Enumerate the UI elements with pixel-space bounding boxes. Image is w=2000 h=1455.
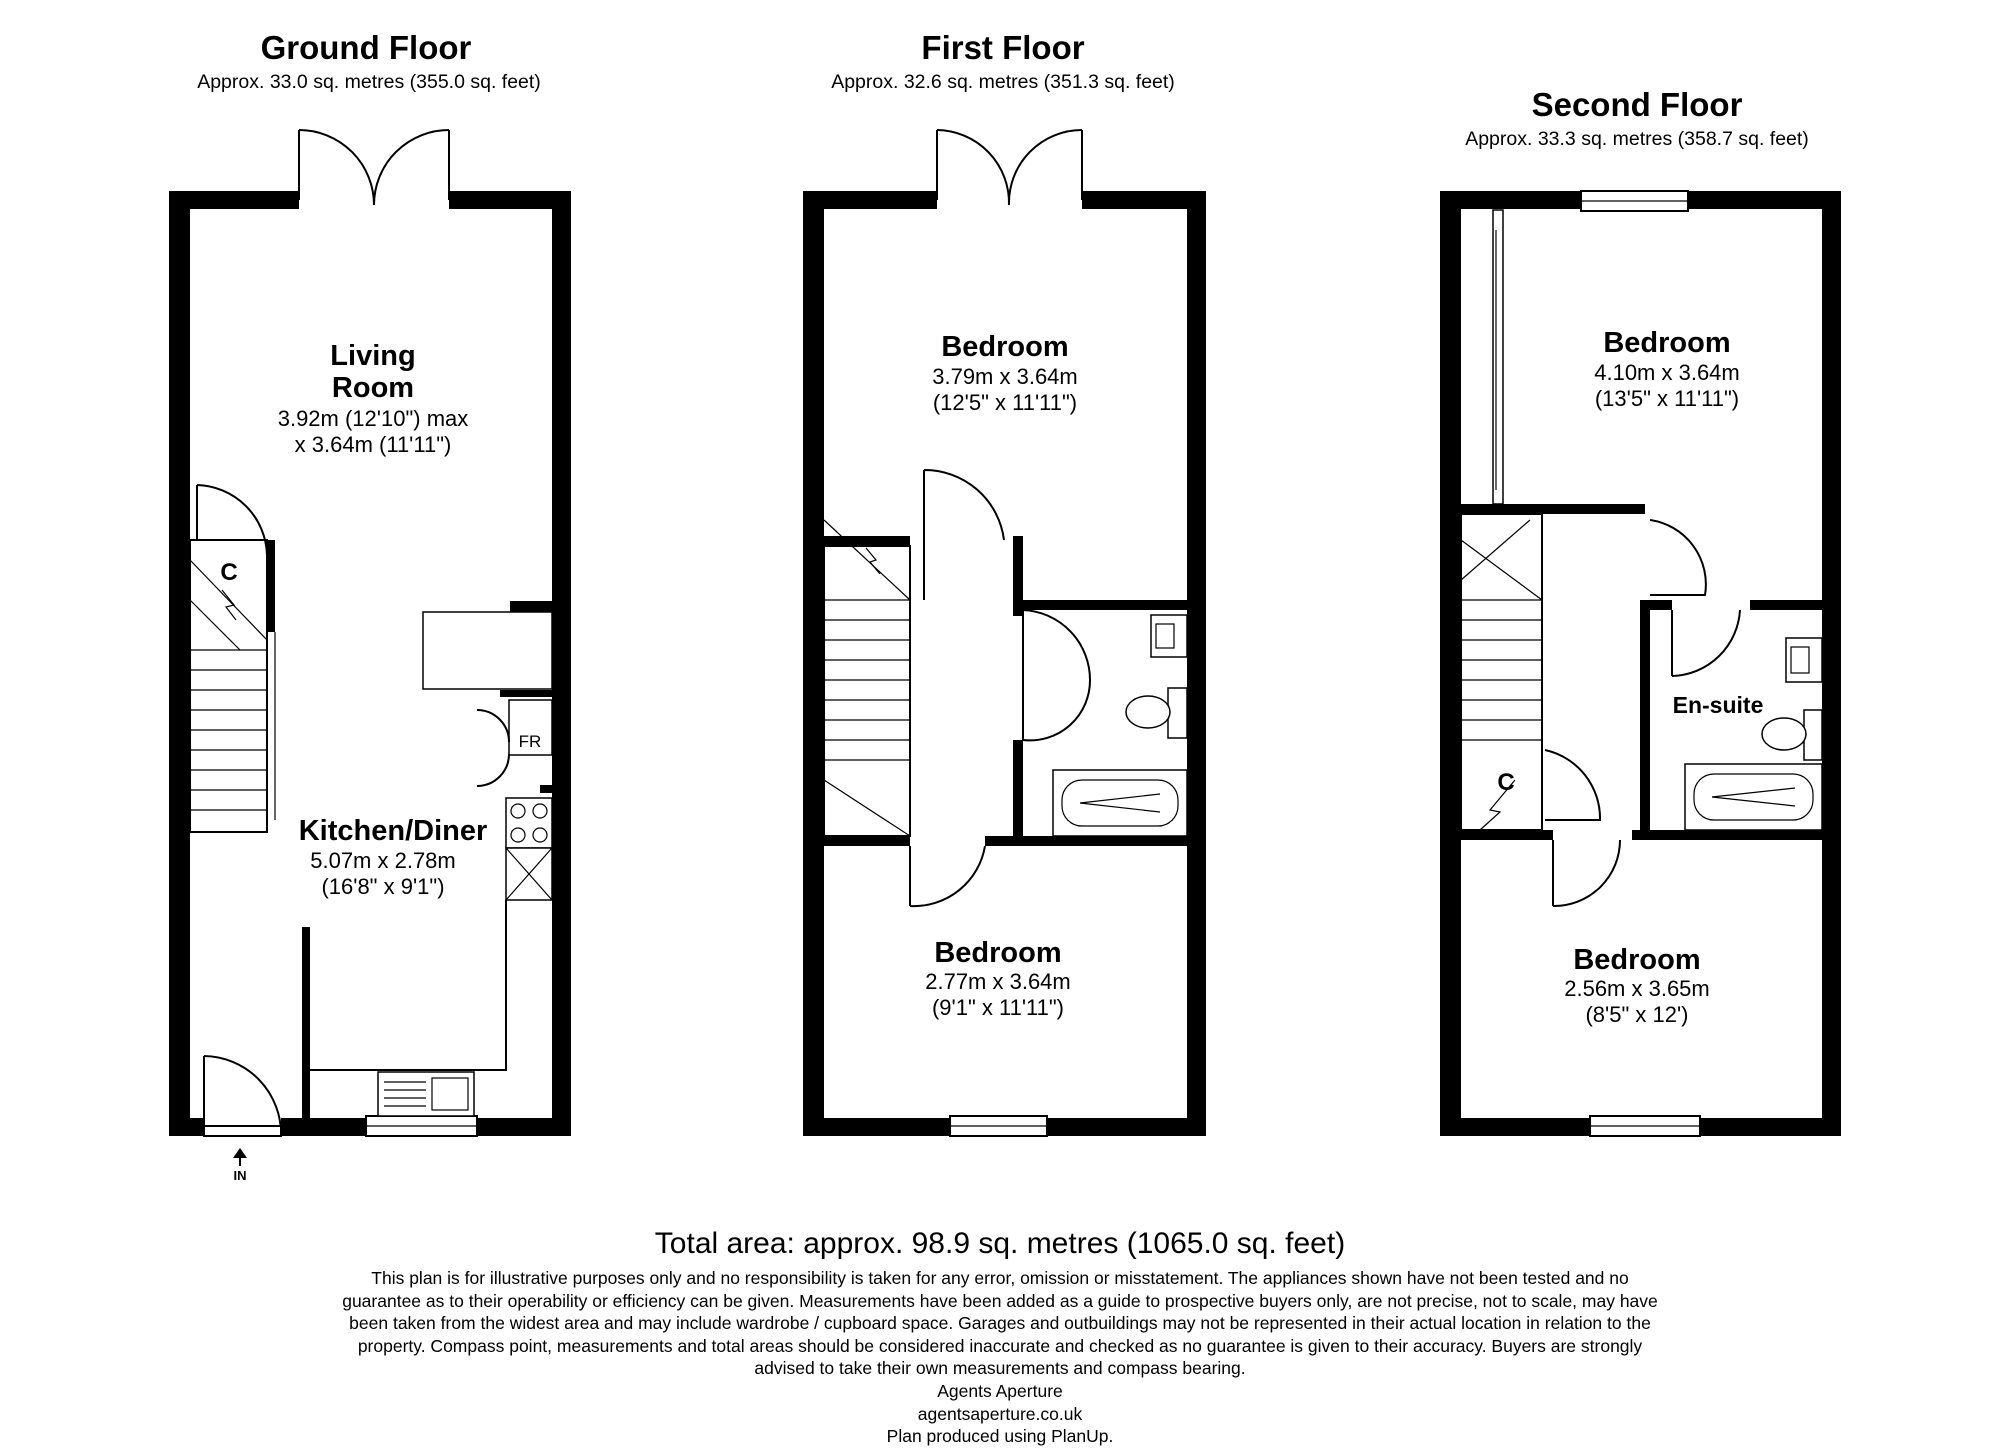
first-stairs [824,520,910,836]
first-front-bedroom-dim-2: (12'5" x 11'11") [932,390,1078,415]
first-rear-bedroom-dim-2: (9'1" x 11'11") [931,995,1065,1020]
second-rear-bedroom-dim-1: 2.56m x 3.65m [1564,976,1710,1001]
ground-entrance-door [204,1056,281,1166]
second-floor-plan [1440,86,1841,1136]
disclaimer-text: This plan is for illustrative purposes only and no responsibility is taken for any error, omission or misstatement. The appliances shown have not been tested and no guarantee as to their operability or efficiency can be given. Measurements have been added as a guide to prospective buyers only, are not precise, not to scale, may have been taken from the widest area and may include wardrobe / cupboard space. Garages and outbuildings may not be represented in their actual location in relation to the property. Compass point, measurements and total areas should be considered inaccurate and checked as no guarantee is given to their accuracy. Buyers are strongly advised to take their own measurements and compass bearing. [342,1268,1658,1379]
second-wardrobe [1493,210,1503,504]
living-room-dim-1: 3.92m (12'10") max [277,406,469,431]
second-cupboard-label: C [1497,769,1515,796]
ground-sink [378,1072,474,1116]
ground-floor-plan [169,29,571,1183]
kitchen-diner-name: Kitchen/Diner [298,815,488,847]
second-floor-title: Second Floor [1531,86,1743,123]
total-area: Total area: approx. 98.9 sq. metres (1065.0 sq. feet) [654,1227,1346,1260]
living-room-dim-2: x 3.64m (11'11") [294,432,452,457]
ground-cupboard-label: C [220,559,238,586]
ground-floor-title: Ground Floor [260,29,472,66]
agent-website: agentsaperture.co.uk [917,1403,1083,1424]
first-floor-title: First Floor [921,29,1085,66]
second-rear-bedroom-name: Bedroom [1573,944,1701,976]
first-french-doors [937,130,1082,205]
ground-dishwasher [506,848,552,900]
first-front-bedroom-name: Bedroom [941,331,1069,363]
first-rear-bedroom-dim-1: 2.77m x 3.64m [925,969,1071,994]
first-floor-plan [803,29,1206,1136]
ground-floor-area: Approx. 33.0 sq. metres (355.0 sq. feet) [197,71,541,93]
second-rear-bedroom-dim-2: (8'5" x 12') [1585,1002,1689,1027]
ground-cupboard-door [197,485,267,555]
second-floor-area: Approx. 33.3 sq. metres (358.7 sq. feet) [1465,128,1809,150]
kitchen-diner-dim-2: (16'8" x 9'1") [321,874,445,899]
second-front-bedroom-dim-1: 4.10m x 3.64m [1594,360,1740,385]
second-ensuite-name: En-suite [1672,692,1764,718]
second-window-top [1581,191,1688,211]
ground-hob [506,798,552,848]
ground-fireplace-unit [423,612,552,689]
ground-french-doors [299,130,449,205]
agent-name: Agents Aperture [937,1380,1063,1401]
ground-window [366,1116,477,1136]
first-floor-area: Approx. 32.6 sq. metres (351.3 sq. feet) [831,71,1175,93]
ground-entrance-label: IN [233,1168,247,1183]
first-rear-bedroom-name: Bedroom [934,937,1062,969]
first-front-bedroom-dim-1: 3.79m x 3.64m [932,364,1078,389]
kitchen-diner-dim-1: 5.07m x 2.78m [310,848,456,873]
living-room-name-1: Living [330,340,416,372]
living-room-name-2: Room [331,372,415,404]
second-window-bottom [1590,1116,1700,1136]
first-window [950,1116,1047,1136]
second-front-bedroom-dim-2: (13'5" x 11'11") [1594,386,1740,411]
ground-worktop [310,900,506,1070]
plan-footer [0,1225,2000,1448]
ground-fridge-label: FR [518,732,542,751]
second-front-bedroom-name: Bedroom [1603,327,1731,359]
first-bathroom-fittings [1053,615,1187,836]
plan-credit: Plan produced using PlanUp. [886,1426,1114,1447]
